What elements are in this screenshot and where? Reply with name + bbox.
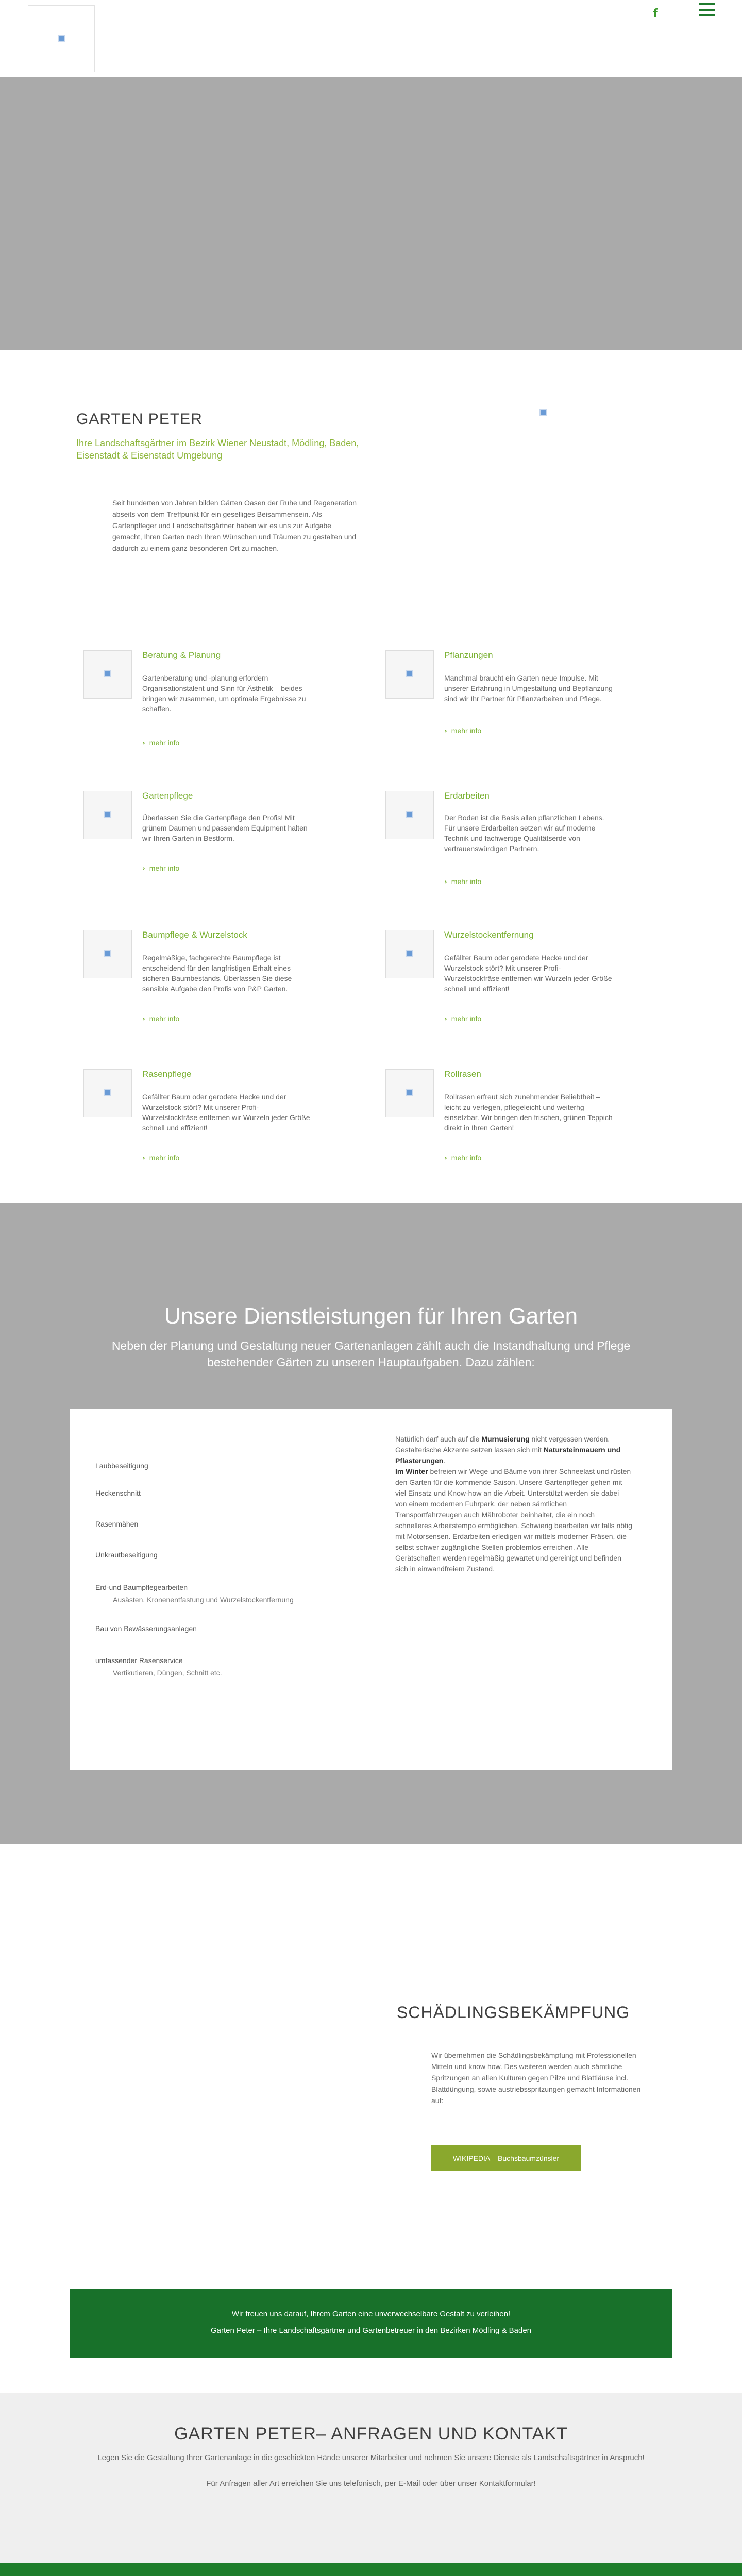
site-header [0, 0, 742, 77]
more-info-link[interactable]: › mehr info [444, 1154, 482, 1162]
service-text: Gartenberatung und -planung erfordern Organisationstalent und Sinn für Ästhetik – beides bringen wir zusammen, um optimale Ergebnisse zu schaffen. [142, 674, 306, 713]
chevron-right-icon: › [444, 727, 447, 735]
chevron-right-icon: › [142, 865, 145, 873]
service-thumbnail[interactable] [385, 1069, 434, 1117]
service-thumbnail[interactable] [83, 1069, 132, 1117]
more-info-link[interactable]: › mehr info [444, 877, 482, 886]
intro-title: GARTEN PETER [76, 411, 203, 428]
more-info-link[interactable]: › mehr info [142, 1014, 180, 1023]
more-info-link[interactable]: › mehr info [444, 1014, 482, 1023]
service-title[interactable]: Pflanzungen [444, 650, 493, 660]
service-list-item: umfassender Rasenservice [95, 1656, 183, 1665]
chevron-right-icon: › [444, 1015, 447, 1023]
service-text: Manchmal braucht ein Garten neue Impulse. Mit unserer Erfahrung in Umgestaltung und Bepflanzung sind wir Ihr Partner für Pflanzarbeiten und Pflege. [444, 674, 613, 703]
services-subtitle: Neben der Planung und Gestaltung neuer Gartenanlagen zählt auch die Instandhaltung und Pflege bestehender Gärten zu unseren Hauptaufgaben. Dazu zählen: [111, 1339, 631, 1369]
service-thumbnail[interactable] [83, 791, 132, 839]
service-text: Gefällter Baum oder gerodete Hecke und der Wurzelstock stört? Mit unserer Profi-Wurzelstockfräse entfernen wir Wurzeln jeder Größe schnell und effizient! [444, 954, 612, 993]
service-title[interactable]: Wurzelstockentfernung [444, 930, 534, 940]
service-title[interactable]: Rollrasen [444, 1069, 481, 1079]
contact-title: GARTEN PETER– ANFRAGEN UND KONTAKT [174, 2424, 568, 2444]
chevron-right-icon: › [142, 1154, 145, 1162]
more-info-link[interactable]: › mehr info [142, 864, 180, 873]
chevron-right-icon: › [142, 1015, 145, 1023]
service-thumbnail[interactable] [385, 930, 434, 978]
service-tile-rasenpflege [83, 1069, 351, 1182]
service-tile-beratung [83, 650, 351, 764]
service-text: Rollrasen erfreut sich zunehmender Beliebtheit – leicht zu verlegen, pflegeleicht und weiterhg einsetzbar. Wir bringen den frischen, grünen Teppich direkt in Ihren Garten! [444, 1093, 613, 1132]
logo[interactable] [28, 5, 95, 72]
services-text: Natürlich darf auch auf die Murnusierung nicht vergessen werden. Gestalterische Akzente setzen lassen sich mit Natursteinmauern und Pflasterungen. Im Winter befreien wir Wege und Bäume von ihrer Schneelast und rüsten den Garten für die kommende Saison. Unsere Gartenpfleger gehen mit viel Einsatz und Know-how an die Arbeit. Unterstützt werden sie dabei von einem modernen Fuhrpark, der neben sämtlichen Transportfahrzeugen auch Mähroboter beinhaltet, die ein noch schnelleres Arbeitstempo ermöglichen. Schwierig bearbeiten wir falls nötig mit Motorsensen. Erdarbeiten erledigen wir mittels moderner Fräsen, die selbst schwer zugängliche Stellen problemlos erreichen. Alle Gerätschaften werden regelmäßig gewartet und gereinigt und befinden sich in einwandfreiem Zustand. [395, 1435, 632, 1573]
green-banner [70, 2289, 672, 2358]
services-title: Unsere Dienstleistungen für Ihren Garten [164, 1303, 578, 1329]
service-text: Der Boden ist die Basis allen pflanzlichen Lebens. Für unsere Erdarbeiten setzen wir auf moderne Technik und fachwertige Qualitätserde von vertrauenswürdigen Partnern. [444, 814, 604, 853]
facebook-icon[interactable]: f [653, 7, 658, 20]
service-list-item: Unkrautbeseitigung [95, 1551, 158, 1559]
service-tile-gartenpflege [83, 791, 351, 904]
logo-image-placeholder [58, 35, 65, 42]
service-tile-wurzelstockentfernung [385, 930, 653, 1043]
service-tile-erdarbeiten [385, 791, 653, 904]
contact-line: Legen Sie die Gestaltung Ihrer Gartenanlage in die geschickten Hände unserer Mitarbeiter und nehmen Sie unsere Dienste als Landschaftsgärtner in Anspruch! [97, 2453, 645, 2462]
service-tile-baumpflege [83, 930, 351, 1043]
service-text: Überlassen Sie die Gartenpflege den Profis! Mit grünem Daumen und passendem Equipment halten wir Ihren Garten in Bestform. [142, 814, 308, 842]
more-info-link[interactable]: › mehr info [142, 739, 180, 748]
service-list-item: Bau von Bewässerungsanlagen [95, 1624, 197, 1633]
service-title[interactable]: Beratung & Planung [142, 650, 221, 660]
more-info-link[interactable]: › mehr info [444, 726, 482, 735]
services-card [70, 1409, 672, 1770]
chevron-right-icon: › [444, 1154, 447, 1162]
pest-control-title: SCHÄDLINGSBEKÄMPFUNG [397, 2003, 630, 2022]
intro-text: Seit hunderten von Jahren bilden Gärten Oasen der Ruhe und Regeneration abseits von dem Treffpunkt für ein geselliges Beisammensein. Als Gartenpfleger und Landschaftsgärtner haben wir es uns zur Aufgabe gemacht, Ihren Garten nach Ihren Wünschen und Träumen zu gestalten und dadurch zu einem ganz besonderen Ort zu machen. [112, 499, 357, 552]
service-text: Gefällter Baum oder gerodete Hecke und der Wurzelstock stört? Mit unserer Profi-Wurzelstockfräse entfernen wir Wurzeln jeder Größe schnell und effizient! [142, 1093, 310, 1132]
service-text: Regelmäßige, fachgerechte Baumpflege ist entscheidend für den langfristigen Erhalt eines sicheren Baumbestands. Überlassen Sie diese sensible Aufgabe den Profis von P&P Garten. [142, 954, 292, 993]
banner-line: Garten Peter – Ihre Landschaftsgärtner und Gartenbetreuer in den Bezirken Mödling & Baden [210, 2326, 532, 2335]
service-list-item: Rasenmähen [95, 1520, 139, 1528]
site-footer [0, 2563, 742, 2576]
intro-subtitle: Ihre Landschaftsgärtner im Bezirk Wiener Neustadt, Mödling, Baden, Eisenstadt & Eisenstadt Umgebung [76, 438, 359, 461]
service-thumbnail[interactable] [83, 930, 132, 978]
hero-image [0, 77, 742, 350]
service-title[interactable]: Baumpflege & Wurzelstock [142, 930, 247, 940]
service-list-note: Vertikutieren, Düngen, Schnitt etc. [113, 1669, 222, 1677]
service-list-item: Erd-und Baumpflegearbeiten [95, 1583, 188, 1591]
intro-image-placeholder [539, 409, 547, 416]
service-title[interactable]: Gartenpflege [142, 791, 193, 801]
more-info-link[interactable]: › mehr info [142, 1154, 180, 1162]
chevron-right-icon: › [142, 739, 145, 748]
service-list-item: Laubbeseitigung [95, 1462, 148, 1470]
hamburger-menu-button[interactable] [697, 2, 717, 20]
banner-line: Wir freuen uns darauf, Ihrem Garten eine unverwechselbare Gestalt zu verleihen! [231, 2310, 511, 2318]
service-title[interactable]: Erdarbeiten [444, 791, 490, 801]
service-list-item: Heckenschnitt [95, 1489, 141, 1497]
service-tile-rollrasen [385, 1069, 653, 1182]
chevron-right-icon: › [444, 878, 447, 886]
service-thumbnail[interactable] [385, 791, 434, 839]
service-thumbnail[interactable] [83, 650, 132, 699]
contact-line: Für Anfragen aller Art erreichen Sie uns telefonisch, per E-Mail oder über unser Kontaktformular! [206, 2479, 536, 2488]
wikipedia-button[interactable]: WIKIPEDIA – Buchsbaumzünsler [431, 2145, 581, 2171]
service-tile-pflanzungen [385, 650, 653, 764]
pest-control-text: Wir übernehmen die Schädlingsbekämpfung mit Professionellen Mitteln und know how. Des weiteren werden auch sämtliche Spritzungen an allen Kulturen gegen Pilze und Blattläuse incl. Blattdüngung, sowie austriebsspritzungen gemacht Informationen auf: [431, 2051, 641, 2105]
service-title[interactable]: Rasenpflege [142, 1069, 192, 1079]
hamburger-icon [699, 3, 715, 5]
service-thumbnail[interactable] [385, 650, 434, 699]
contact-section [0, 2393, 742, 2563]
service-list-note: Ausästen, Kronenentfastung und Wurzelstockentfernung [113, 1596, 294, 1604]
